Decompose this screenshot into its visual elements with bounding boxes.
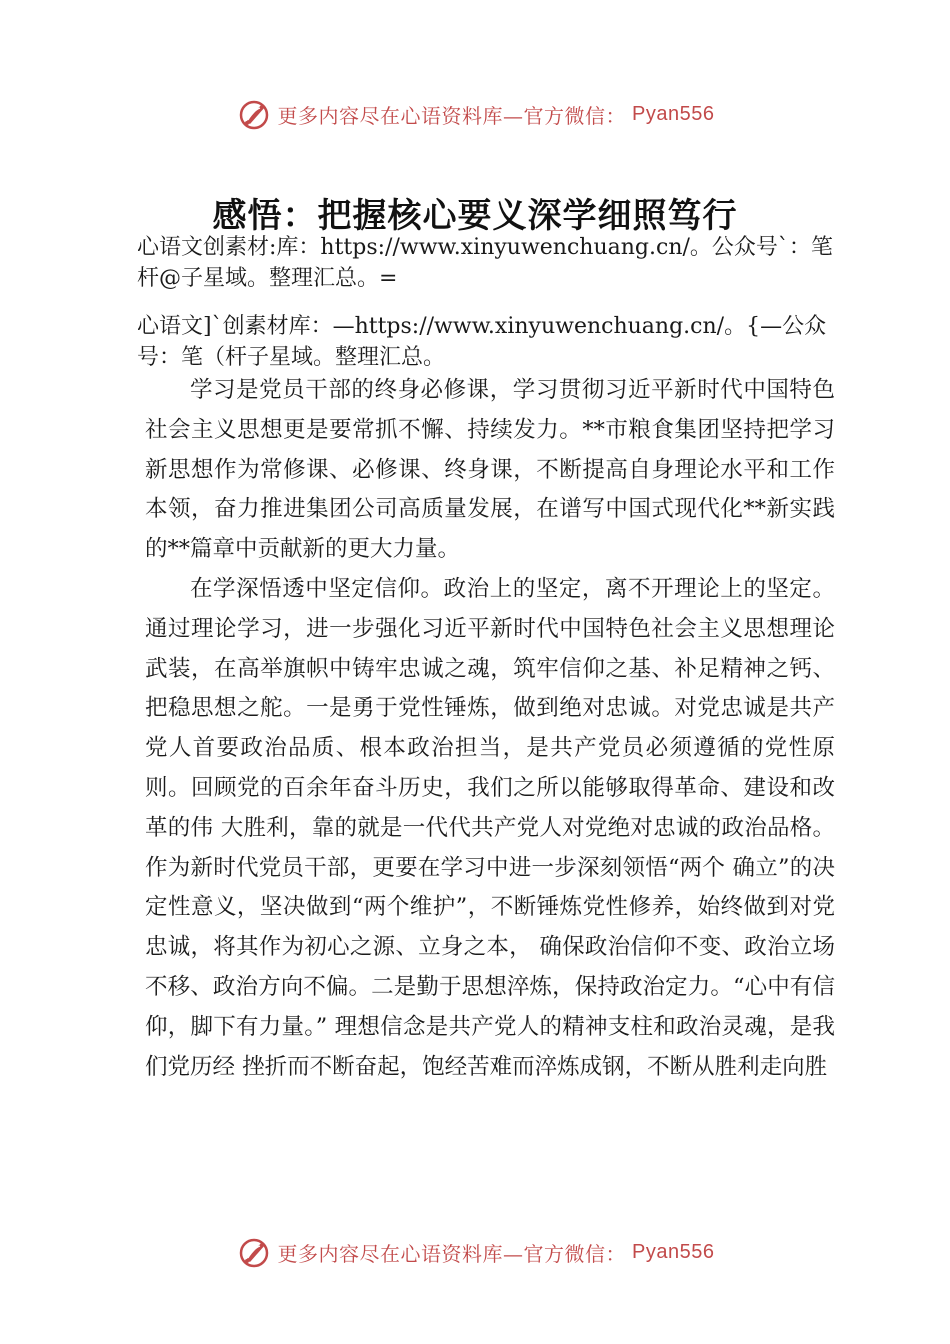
source-note-1: 心语文创素材:库：https://www.xinyuwenchuang.cn/。公众号`：笔杆@子星域。整理汇总。= — [137, 235, 833, 291]
paragraph-2: 在学深悟透中坚定信仰。政治上的坚定，离不开理论上的坚定。通过理论学习，进一步强化习近平新时代中国特色社会主义思想理论武装，在高举旗帜中铸牢忠诚之魂，筑牢信仰之基、补足精神之钙、把稳思想之舵。一是勇于党性锤炼，做到绝对忠诚。对党忠诚是共产党人首要政治品质、根本政治担当，是共产党员必须遵循的党性原则。回顾党的百余年奋斗历史，我们之所以能够取得革命、建设和改革的伟 大胜利，靠的就是一代代共产党人对党绝对忠诚的政治品格。作为新时代党员干部，更要在学习中进一步深刻领悟“两个 确立”的决定性意义，坚决做到“两个维护”，不断锤炼党性修养，始终做到对党忠诚，将其作为初心之源、立身之本， 确保政治信仰不变、政治立场不移、政治方向不偏。二是勤于思想淬炼，保持政治定力。“心中有信仰，脚下有力量。” 理想信念是共产党人的精神支柱和政治灵魂，是我们党历经 挫折而不断奋起，饱经苦难而淬炼成钢，不断从胜利走向胜 — [145, 575, 835, 1080]
watermark-text: 更多内容尽在心语资料库—官方微信： — [277, 1241, 627, 1266]
footer-watermark — [0, 1234, 950, 1270]
document-body — [145, 371, 835, 1087]
paragraph-1: 学习是党员干部的终身必修课，学习贯彻习近平新时代中国特色社会主义思想更是要常抓不懈、持续发力。**市粮食集团坚持把学习新思想作为常修课、必修课、终身课，不断提高自身理论水平和工作本领，奋力推进集团公司高质量发展，在谱写中国式现代化**新实践的**篇章中贡献新的更大力量。 — [145, 377, 835, 563]
quill-seal-icon — [236, 1234, 272, 1270]
quill-seal-icon — [236, 96, 272, 132]
source-note-2: 心语文]`创素材库：—https://www.xinyuwenchuang.cn/。{—公众号：笔（杆子星域。整理汇总。 — [137, 314, 827, 370]
watermark-wechat-id: Pyan556 — [632, 102, 715, 125]
watermark-text: 更多内容尽在心语资料库—官方微信： — [277, 103, 627, 128]
header-watermark — [0, 96, 950, 132]
document-title: 感悟：把握核心要义深学细照笃行 — [212, 196, 738, 236]
watermark-wechat-id: Pyan556 — [632, 1240, 715, 1263]
